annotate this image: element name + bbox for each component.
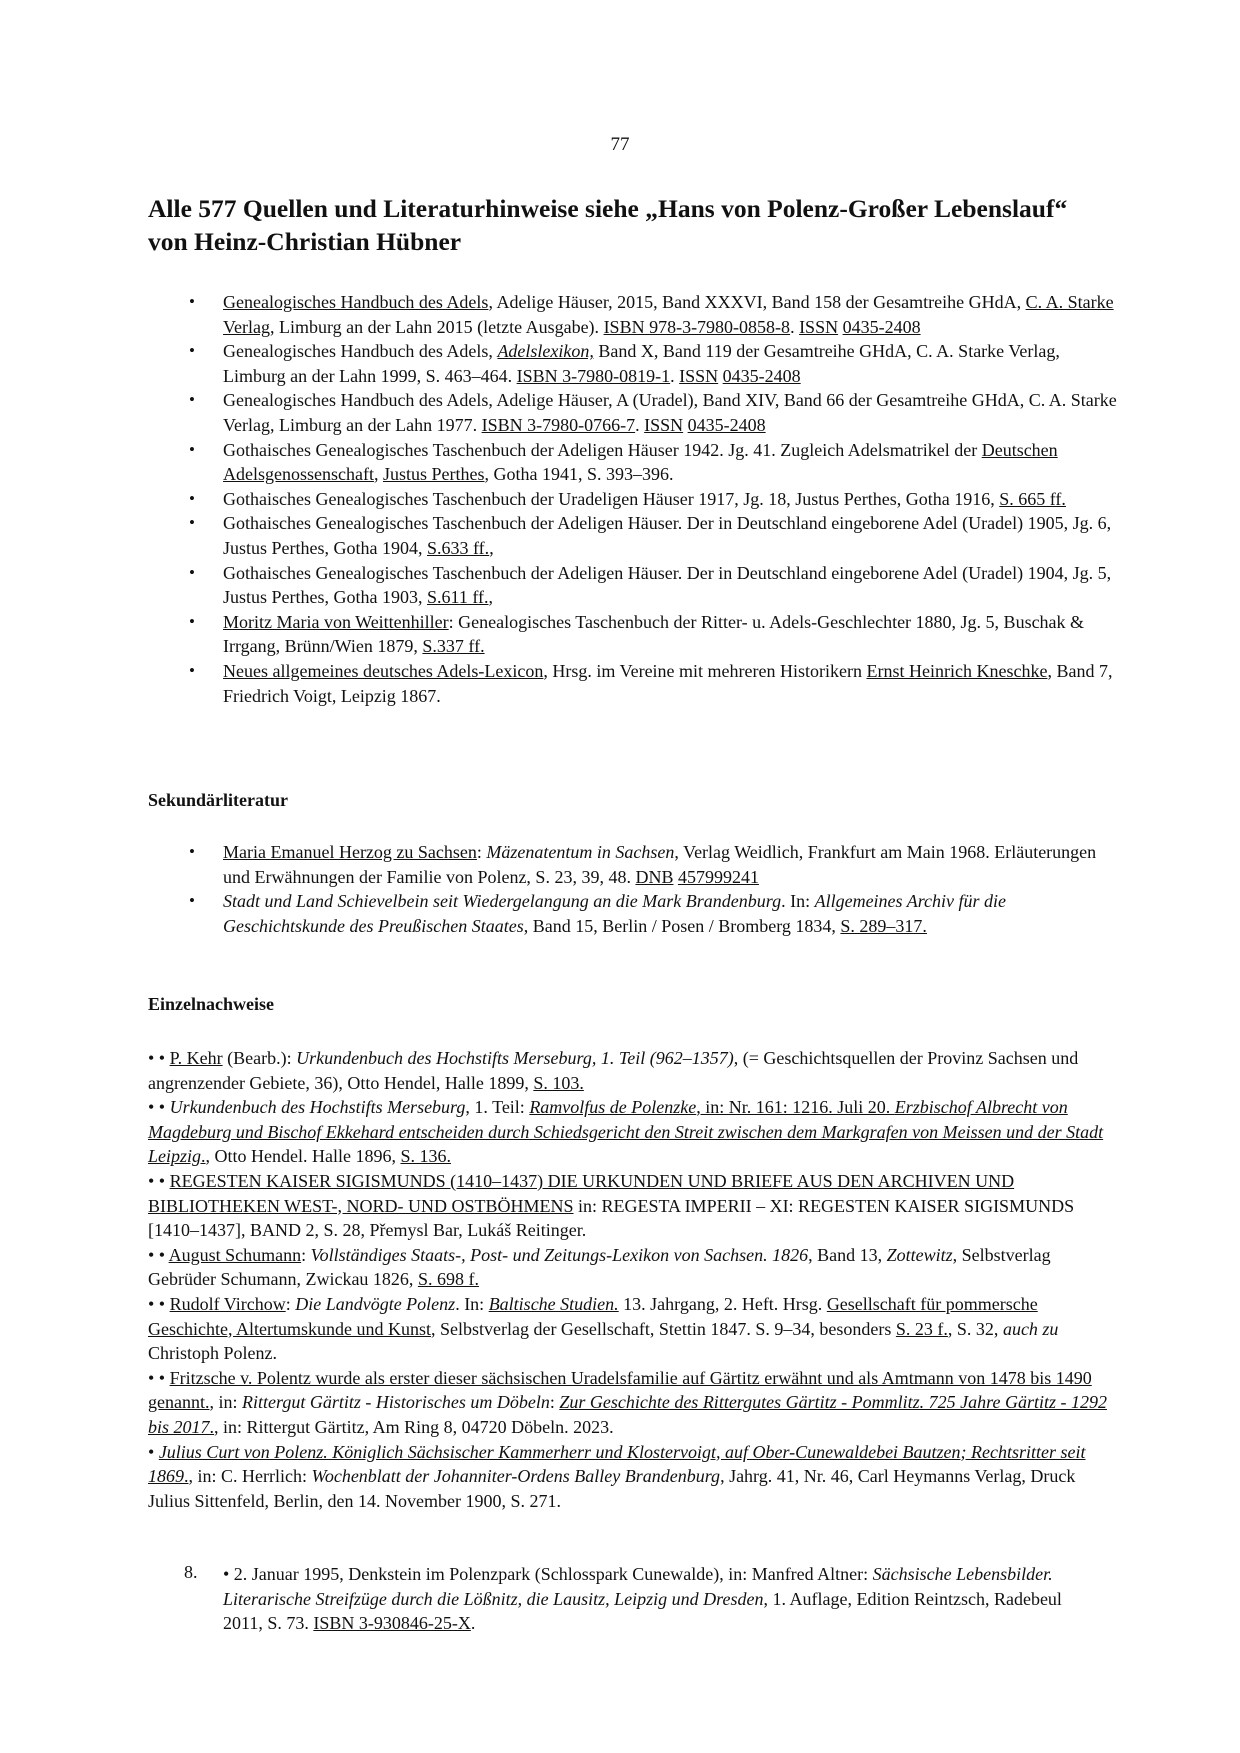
text-run: . bbox=[470, 1613, 476, 1634]
note-8-number: 8. bbox=[184, 1562, 198, 1582]
reference-link[interactable]: REGESTEN KAISER SIGISMUNDS (1410–1437) DIE URKUNDEN UND BRIEFE AUS DEN ARCHIVEN UND BIBLIOTHEKEN WEST-, NORD- UND OSTBÖHMENS bbox=[148, 1170, 1015, 1216]
reference-link[interactable]: Adelslexikon, bbox=[497, 341, 594, 362]
text-run: : bbox=[301, 1244, 311, 1265]
text-run: , bbox=[489, 537, 494, 558]
text-run: Gothaisches Genealogisches Taschenbuch der Adeligen Häuser. Der in Deutschland eingeborene Adel (Uradel) 1904, Jg. 5, Justus Perthes, Gotha 1903, bbox=[223, 562, 1112, 608]
reference-link[interactable]: P. Kehr bbox=[169, 1048, 223, 1068]
reference-link[interactable]: Gesellschaft für pommersche Geschichte, Altertumskunde und Kunst bbox=[148, 1293, 1038, 1339]
text-run: auch zu bbox=[1002, 1318, 1059, 1339]
reference-link[interactable]: Zur Geschichte des Rittergutes Gärtitz - Pommlitz. 725 Jahre Gärtitz - 1292 bis 2017 bbox=[148, 1392, 1107, 1437]
text-run: : Genealogisches Taschenbuch der Ritter- u. Adels-Geschlechter 1880, Jg. 5, Buschak & Irrgang, Brünn/Wien 1879, bbox=[223, 611, 1085, 657]
text-run: , in: C. Herrlich: bbox=[188, 1466, 312, 1487]
text-run: • • bbox=[148, 1170, 170, 1191]
text-run: Christoph Polenz. bbox=[148, 1343, 277, 1364]
reference-link[interactable]: Deutschen Adelsgenossenschaft bbox=[223, 439, 1058, 485]
reference-link[interactable]: Neues allgemeines deutsches Adels-Lexicon bbox=[223, 660, 544, 681]
text-run: . In: bbox=[455, 1293, 489, 1314]
text-run: in: REGESTA IMPERII – XI: REGESTEN KAISER SIGISMUNDS [1410–1437], BAND 2, S. 28, Přemysl Bar, Lukáš Reitinger. bbox=[148, 1195, 1075, 1241]
text-run: (Bearb.): bbox=[222, 1048, 297, 1068]
text-run: Genealogisches Handbuch des Adels, Adelige Häuser, A (Uradel), Band XIV, Band 66 der Gesamtreihe GHdA, C. A. Starke Verlag, Limburg an der Lahn 1977. bbox=[223, 390, 1117, 435]
reference-link[interactable]: ISSN bbox=[644, 414, 684, 435]
text-run: . In: bbox=[781, 891, 815, 912]
reference-link[interactable]: 0435-2408 bbox=[687, 414, 766, 435]
text-run: , bbox=[373, 464, 383, 485]
text-run: , Otto Hendel. Halle 1896, bbox=[205, 1146, 401, 1167]
text-run: , Selbstverlag der Gesellschaft, Stettin 1847. S. 9–34, besonders bbox=[430, 1318, 896, 1339]
text-run: , 1. Teil: bbox=[465, 1097, 530, 1118]
text-run: Gothaisches Genealogisches Taschenbuch der Adeligen Häuser. Der in Deutschland eingeborene Adel (Uradel) 1905, Jg. 6, Justus Perthes, Gotha 1904, bbox=[223, 513, 1112, 558]
text-run: Zottewitz bbox=[886, 1244, 953, 1265]
text-run: Die Landvögte Polenz bbox=[295, 1293, 456, 1314]
reference-link[interactable]: . bbox=[201, 1146, 206, 1167]
text-run: 13. Jahrgang, 2. Heft. Hrsg. bbox=[618, 1293, 827, 1314]
reference-link[interactable]: August Schumann bbox=[168, 1244, 302, 1265]
text-run: , bbox=[488, 587, 494, 608]
text-run: , Selbstverlag Gebrüder Schumann, Zwickau 1826, bbox=[148, 1244, 1051, 1290]
text-run: , Adelige Häuser, 2015, Band XXXVI, Band 158 der Gesamtreihe GHdA, bbox=[488, 292, 1026, 312]
text-run: , Jahrg. 41, Nr. 46, Carl Heymanns Verlag, Druck Julius Sittenfeld, Berlin, den 14. November 1900, S. 271. bbox=[148, 1466, 1076, 1511]
text-run: Gothaisches Genealogisches Taschenbuch der Adeligen Häuser 1942. Jg. 41. Zugleich Adelsmatrikel der bbox=[223, 439, 982, 460]
text-run: Vollständiges Staats-, Post- und Zeitungs-Lexikon von Sachsen. 1826 bbox=[310, 1244, 809, 1265]
text-run: : bbox=[285, 1293, 296, 1314]
text-run: . bbox=[635, 414, 645, 435]
text-run: • • bbox=[148, 1293, 170, 1314]
reference-link[interactable]: , in: Nr. 161: 1216. Juli 20. bbox=[696, 1097, 895, 1118]
reference-link[interactable]: S. 665 ff. bbox=[999, 488, 1066, 509]
reference-link[interactable]: Julius Curt von Polenz. Königlich Sächsischer Kammerherr und Klostervoigt, auf Ober-Cunewaldebei Bautzen; Rechtsritter seit 1869 bbox=[148, 1441, 1086, 1487]
text-run: : bbox=[549, 1392, 560, 1413]
secondary-item bbox=[189, 840, 1119, 889]
text-run: , Gotha 1941, S. 393–396. bbox=[484, 464, 674, 485]
note-item bbox=[148, 1095, 1108, 1169]
text-run: Sächsische Lebensbilder. Literarische Streifzüge durch die Lößnitz, die Lausitz, Leipzig und Dresden bbox=[223, 1564, 1053, 1609]
text-run: , Band 15, Berlin / Posen / Bromberg 1834, bbox=[523, 915, 841, 936]
page-number: 77 bbox=[610, 134, 630, 155]
reference-link[interactable]: Ramvolfus de Polenzke bbox=[529, 1097, 697, 1118]
text-run: • 2. Januar 1995, Denkstein im Polenzpark (Schlosspark Cunewalde), in: Manfred Altner: bbox=[223, 1564, 873, 1584]
source-item bbox=[189, 659, 1119, 708]
note-item bbox=[148, 1243, 1108, 1292]
text-run: , Limburg an der Lahn 2015 (letzte Ausgabe). bbox=[269, 316, 604, 337]
text-run: , in: bbox=[209, 1392, 242, 1413]
reference-link[interactable]: 457999241 bbox=[677, 866, 759, 887]
note-item bbox=[148, 1366, 1108, 1440]
page-title: Alle 577 Quellen und Literaturhinweise siehe „Hans von Polenz-Großer Lebenslauf“ von Heinz-Christian Hübner bbox=[148, 194, 1068, 256]
reference-link[interactable]: C. A. Starke Verlag bbox=[223, 292, 1114, 337]
text-run: . bbox=[670, 365, 680, 386]
reference-link[interactable]: ISBN 978-3-7980-0858-8 bbox=[603, 316, 791, 337]
text-run: • • bbox=[148, 1097, 170, 1118]
reference-link[interactable]: DNB bbox=[635, 866, 674, 887]
text-run: , S. 32, bbox=[947, 1318, 1003, 1339]
source-item bbox=[189, 561, 1119, 610]
text-run: Gothaisches Genealogisches Taschenbuch der Uradeligen Häuser 1917, Jg. 18, Justus Perthes, Gotha 1916, bbox=[223, 488, 1000, 509]
source-item bbox=[189, 438, 1119, 487]
source-item bbox=[189, 610, 1119, 659]
source-item bbox=[189, 339, 1119, 388]
text-run: : bbox=[476, 842, 487, 862]
reference-link[interactable]: . bbox=[184, 1466, 189, 1487]
reference-link[interactable]: Justus Perthes bbox=[382, 464, 485, 485]
text-run: , Band 7, Friedrich Voigt, Leipzig 1867. bbox=[223, 660, 1113, 706]
text-run: Urkundenbuch des Hochstifts Merseburg bbox=[169, 1097, 466, 1118]
reference-link[interactable]: ISSN bbox=[799, 316, 839, 337]
notes-list bbox=[148, 1046, 1108, 1513]
reference-link[interactable]: S.633 ff. bbox=[427, 537, 490, 558]
text-run: Genealogisches Handbuch des Adels, bbox=[223, 341, 498, 362]
text-run: Mäzenatentum in Sachsen bbox=[486, 842, 675, 862]
note-item bbox=[148, 1292, 1108, 1366]
source-item bbox=[189, 487, 1119, 512]
source-item bbox=[189, 511, 1119, 560]
text-run: • • bbox=[148, 1244, 169, 1265]
reference-link[interactable]: Erzbischof Albrecht von Magdeburg und Bischof Ekkehard entscheiden durch Schiedsgericht den Streit zwischen dem Markgrafen von Meissen und der Stadt Leipzig bbox=[148, 1097, 1104, 1167]
text-run: Stadt und Land Schievelbein seit Wiedergelangung an die Mark Brandenburg bbox=[223, 891, 782, 912]
text-run: , Band 13, bbox=[808, 1244, 887, 1265]
secondary-literature-heading: Sekundärliteratur bbox=[148, 790, 289, 810]
reference-link[interactable]: Fritzsche v. Polentz wurde als erster dieser sächsischen Uradelsfamilie auf Gärtitz erwähnt und als Amtmann von 1478 bis 1490 genannt. bbox=[148, 1367, 1092, 1413]
secondary-literature-list bbox=[189, 840, 1119, 938]
note-8 bbox=[223, 1562, 1093, 1636]
text-run: • bbox=[148, 1441, 159, 1462]
reference-link[interactable]: ISBN 3-930846-25-X bbox=[313, 1613, 471, 1634]
notes-heading: Einzelnachweise bbox=[148, 994, 274, 1014]
reference-link[interactable]: ISBN 3-7980-0819-1 bbox=[516, 365, 671, 386]
reference-link[interactable]: S.611 ff. bbox=[427, 587, 489, 608]
text-run: , Hrsg. im Vereine mit mehreren Historikern bbox=[543, 660, 867, 681]
source-item bbox=[189, 290, 1119, 339]
reference-link[interactable]: S. 103. bbox=[533, 1072, 584, 1093]
text-run: , (= Geschichtsquellen der Provinz Sachsen und angrenzender Gebiete, 36), Otto Hendel, Halle 1899, bbox=[148, 1048, 1079, 1093]
note-item bbox=[148, 1046, 1108, 1095]
text-run: Allgemeines Archiv für die Geschichtskunde des Preußischen Staates bbox=[223, 891, 1007, 936]
reference-link[interactable]: S.337 ff. bbox=[422, 636, 485, 657]
text-run: Wochenblatt der Johanniter-Ordens Balley Brandenburg bbox=[311, 1466, 721, 1487]
reference-link[interactable]: S. 698 f. bbox=[417, 1269, 479, 1290]
reference-link[interactable]: Rudolf Virchow bbox=[169, 1293, 286, 1314]
reference-link[interactable]: Moritz Maria von Weittenhiller bbox=[223, 611, 449, 632]
reference-link[interactable]: Genealogisches Handbuch des Adels bbox=[223, 292, 489, 312]
reference-link[interactable]: Baltische Studien. bbox=[488, 1293, 619, 1314]
text-run: Band X, Band 119 der Gesamtreihe GHdA, C. A. Starke Verlag, Limburg an der Lahn 1999, S. 463–464. bbox=[223, 341, 1060, 386]
reference-link[interactable]: 0435-2408 bbox=[842, 316, 921, 337]
note-item bbox=[148, 1440, 1108, 1514]
reference-link[interactable]: Ernst Heinrich Kneschke bbox=[866, 660, 1048, 681]
text-run: Rittergut Gärtitz - Historisches um Döbeln bbox=[242, 1392, 550, 1413]
reference-link[interactable]: . bbox=[209, 1416, 215, 1437]
reference-link[interactable]: ISBN 3-7980-0766-7 bbox=[481, 414, 636, 435]
reference-link[interactable]: Maria Emanuel Herzog zu Sachsen bbox=[223, 842, 477, 862]
text-run: • • bbox=[148, 1048, 170, 1068]
text-run: Urkundenbuch des Hochstifts Merseburg, 1. Teil (962–1357) bbox=[296, 1048, 734, 1068]
text-run: , Verlag Weidlich, Frankfurt am Main 1968. Erläuterungen und Erwähnungen der Familie von Polenz, S. 23, 39, 48. bbox=[223, 842, 1097, 887]
sources-list bbox=[189, 290, 1119, 708]
note-item bbox=[148, 1169, 1108, 1243]
reference-link[interactable]: S. 289–317. bbox=[840, 915, 927, 936]
reference-link[interactable]: S. 136. bbox=[400, 1146, 451, 1167]
reference-link[interactable]: ISSN bbox=[679, 365, 719, 386]
source-item bbox=[189, 388, 1119, 437]
reference-link[interactable]: S. 23 f. bbox=[895, 1318, 948, 1339]
text-run: , 1. Auflage, Edition Reintzsch, Radebeul 2011, S. 73. bbox=[223, 1588, 1062, 1634]
text-run: . bbox=[790, 316, 800, 337]
secondary-item bbox=[189, 889, 1119, 938]
text-run: • • bbox=[148, 1367, 170, 1388]
text-run: , in: Rittergut Gärtitz, Am Ring 8, 04720 Döbeln. 2023. bbox=[214, 1416, 614, 1437]
reference-link[interactable]: 0435-2408 bbox=[722, 365, 801, 386]
